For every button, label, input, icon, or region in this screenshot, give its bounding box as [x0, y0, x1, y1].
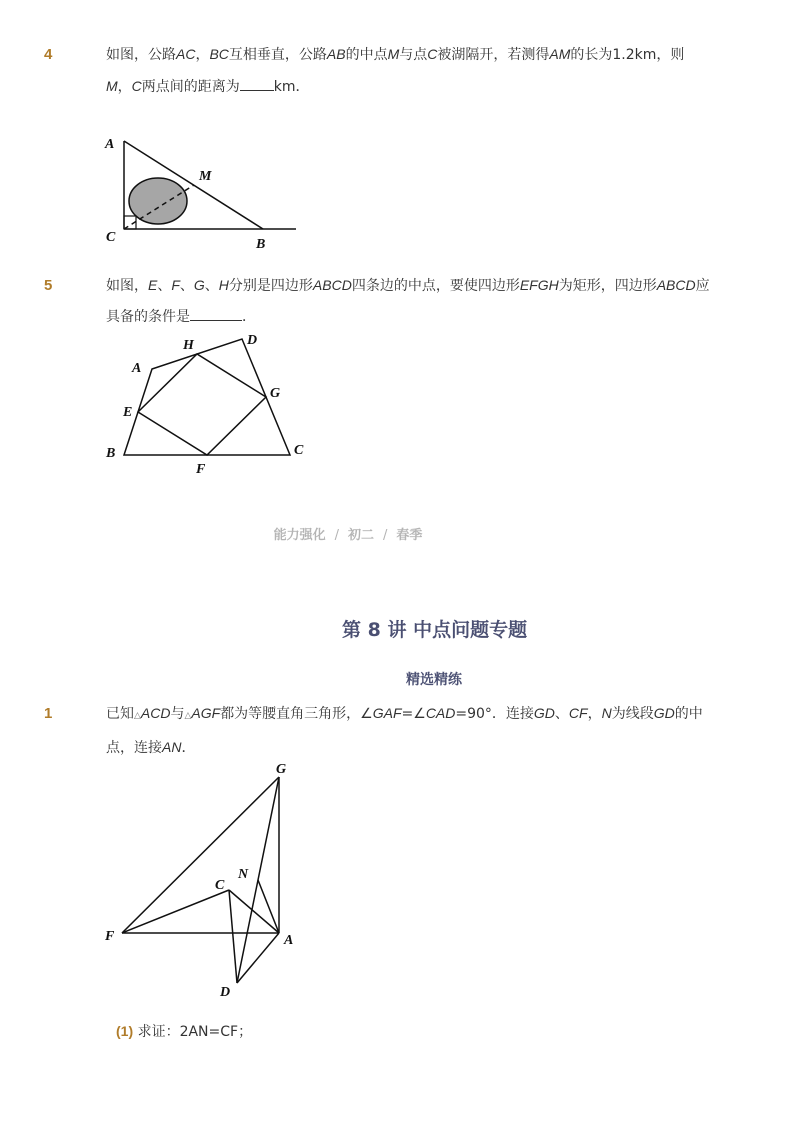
label-f: F	[196, 462, 206, 477]
question-5-text: 如图，E、F、G、H分别是四边形ABCD四条边的中点，要使四边形EFGH为矩形，四边形ABCD应 具备的条件是 ．	[106, 277, 710, 325]
page-footer: 能力强化 / 初二 / 春季	[273, 528, 423, 543]
label-c: C	[294, 443, 304, 458]
question-number-1: 1	[44, 705, 53, 722]
sub-question-1: (1) 求证：2AN=CF；	[116, 1023, 253, 1040]
segment-da	[237, 933, 279, 983]
label-a: A	[105, 137, 115, 152]
label-c: C	[215, 878, 225, 893]
label-g: G	[270, 386, 281, 401]
label-f: F	[105, 929, 115, 944]
label-m: M	[199, 169, 212, 184]
label-b: B	[106, 446, 116, 461]
segment-fg	[122, 777, 279, 933]
label-h: H	[183, 338, 194, 353]
label-d: D	[247, 333, 258, 348]
sub-question-number: (1)	[116, 1023, 134, 1039]
segment-an	[258, 880, 279, 933]
label-c: C	[106, 230, 116, 245]
label-g: G	[276, 762, 287, 777]
lecture-title: 第 8 讲 中点问题专题	[342, 619, 528, 641]
segment-fc	[122, 890, 229, 933]
label-a: A	[284, 933, 294, 948]
label-d: D	[220, 985, 231, 1000]
question-number-5: 5	[44, 277, 53, 294]
section-title: 精选精练	[406, 672, 462, 688]
question-1-text: 已知△ACD与△AGF都为等腰直角三角形，∠GAF=∠CAD=90°．连接GD、CF，N为线段GD的中 点，连接AN．	[106, 705, 703, 756]
label-n: N	[238, 867, 249, 882]
label-a: A	[132, 361, 142, 376]
segment-cd	[229, 890, 237, 983]
question-number-4: 4	[44, 46, 53, 63]
question-4-text: 如图，公路AC，BC互相垂直，公路AB的中点M与点C被湖隔开，若测得AM的长为1.2km，则 M，C两点间的距离为 km．	[106, 46, 685, 95]
label-b: B	[256, 237, 266, 252]
label-e: E	[123, 405, 133, 420]
